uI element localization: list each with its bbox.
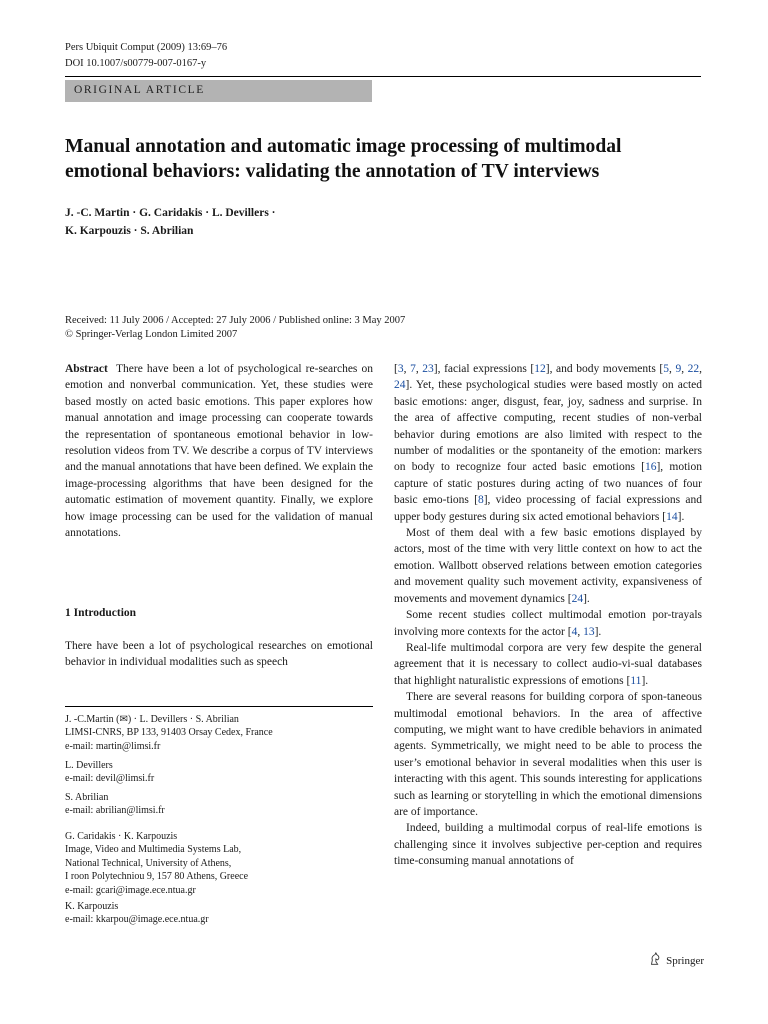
article-type: ORIGINAL ARTICLE bbox=[74, 84, 205, 96]
citation-link[interactable]: 7 bbox=[410, 363, 416, 375]
affiliation-block-2 bbox=[65, 759, 375, 786]
paper-title bbox=[65, 134, 705, 184]
affiliation-authors: G. Caridakis · K. Karpouzis bbox=[65, 831, 178, 842]
springer-horse-icon bbox=[648, 952, 662, 969]
citation-link[interactable]: 11 bbox=[630, 674, 642, 687]
citation-link[interactable]: 24 bbox=[571, 592, 584, 605]
text-run: , bbox=[681, 363, 688, 375]
affiliation-email[interactable]: e-mail: kkarpou@image.ece.ntua.gr bbox=[65, 914, 209, 926]
text-run: , bbox=[699, 363, 703, 375]
affiliation-block-1 bbox=[65, 713, 375, 753]
affiliation-email[interactable]: e-mail: devil@limsi.fr bbox=[65, 773, 155, 785]
affiliation-authors: L. Devillers bbox=[65, 760, 113, 771]
affiliation-block-3 bbox=[65, 791, 375, 818]
text-run: ]. bbox=[677, 510, 685, 523]
affiliation-address: LIMSI-CNRS, BP 133, 91403 Orsay Cedex, France bbox=[65, 727, 273, 739]
text-run: ]. bbox=[583, 592, 590, 605]
doi: DOI 10.1007/s00779-007-0167-y bbox=[65, 58, 207, 69]
abstract-text: There have been a lot of psychological re-searches on emotion and nonverbal communication. Yet, these studies were based mostly on acted basic emotions. This paper explores how manual annotation and image processing can cooperate towards the representation of spontaneous emotional behavior in low-resolution videos from TV. We describe a corpus of TV interviews and the manual annotations that have been defined. We explain the image-processing algorithms that have been designed for the automatic estimation of movement quantity. Finally, we explore how image processing can be used for the validation of manual annotations. bbox=[65, 363, 374, 540]
citation-link[interactable]: 4 bbox=[571, 625, 578, 638]
citation-link[interactable]: 24 bbox=[394, 379, 406, 392]
text-run: [ bbox=[394, 363, 398, 375]
affiliation-email[interactable]: e-mail: martin@limsi.fr bbox=[65, 740, 161, 752]
text-run: Some recent studies collect multimodal emotion por-trayals involving more contexts for the actor [ bbox=[394, 609, 702, 638]
text-run: ], facial expressions [ bbox=[433, 363, 535, 375]
paragraph-4 bbox=[394, 640, 702, 689]
affiliation-authors: K. Karpouzis bbox=[65, 901, 119, 912]
author-list bbox=[65, 204, 276, 240]
affiliation-email[interactable]: e-mail: abrilian@limsi.fr bbox=[65, 805, 165, 817]
footnote-rule bbox=[65, 706, 373, 707]
citation-link[interactable]: 9 bbox=[675, 363, 682, 375]
title-line-2: emotional behaviors: validating the annotation of TV interviews bbox=[65, 161, 600, 182]
affiliation-authors: S. Abrilian bbox=[65, 792, 109, 803]
text-run: ], motion capture of static postures during acting of two nuances of four basic emo-tions [ bbox=[394, 461, 702, 507]
citation-link[interactable]: 8 bbox=[477, 494, 484, 507]
received-dates: Received: 11 July 2006 / Accepted: 27 July 2006 / Published online: 3 May 2007 bbox=[65, 315, 406, 326]
text-run: ], video processing of facial expressions and upper body gestures during six acted emotional behaviors [ bbox=[394, 494, 702, 523]
paragraph-5: There are several reasons for building corpora of spon-taneous multimodal emotional behaviors. In the area of affective computing, we might want to have credible behaviors in animated agents. Symmetrically, we might need to be able to process the user’s emotional behavior in several modalities when this user is interacting with this agent. This sounds interesting for applications such as learning or storytelling in which the emotional dimensions are of importance. bbox=[394, 691, 702, 818]
affiliation-lab: Image, Video and Multimedia Systems Lab, bbox=[65, 844, 242, 856]
abstract-label: Abstract bbox=[65, 363, 108, 375]
intro-paragraph: There have been a lot of psychological researches on emotional behavior in individual modalities such as speech bbox=[65, 640, 373, 669]
text-run: ]. bbox=[641, 674, 649, 687]
journal-header bbox=[65, 40, 227, 72]
citation-link[interactable]: 12 bbox=[534, 363, 546, 375]
copyright: © Springer-Verlag London Limited 2007 bbox=[65, 329, 238, 340]
article-type-band bbox=[65, 80, 372, 102]
publication-dates bbox=[65, 314, 405, 342]
citation-link[interactable]: 14 bbox=[666, 510, 678, 523]
text-run: , bbox=[577, 625, 584, 638]
authors-line-2: K. Karpouzis · S. Abrilian bbox=[65, 225, 194, 237]
citation-link[interactable]: 5 bbox=[663, 363, 669, 375]
text-run: ]. Yet, these psychological studies were based mostly on acted basic emotions: anger, disgust, fear, joy, sadness and surprise. In the area of affective computing, recent studies of non-verbal behavior during emotions are also limited with respect to the number of modalities or the spontaneity of the emotion: markers on body to recognize four acted basic emotions [ bbox=[394, 379, 702, 474]
citation-link[interactable]: 23 bbox=[422, 363, 434, 375]
publisher-name: Springer bbox=[666, 954, 704, 967]
text-run: , bbox=[668, 363, 676, 375]
affiliation-university: National Technical, University of Athens, bbox=[65, 857, 232, 869]
affiliation-email[interactable]: e-mail: gcari@image.ece.ntua.gr bbox=[65, 884, 196, 896]
paragraph-6: Indeed, building a multimodal corpus of real-life emotions is challenging since it involves subjective per-ception and requires time-consuming manual annotations of bbox=[394, 822, 702, 868]
text-run: , bbox=[415, 363, 423, 375]
header-rule bbox=[65, 76, 701, 77]
affiliation-block-5 bbox=[65, 900, 375, 927]
citation-link[interactable]: 3 bbox=[397, 363, 404, 375]
abstract bbox=[65, 361, 373, 541]
citation-link[interactable]: 13 bbox=[583, 625, 595, 638]
title-line-1: Manual annotation and automatic image processing of multimodal bbox=[65, 136, 622, 157]
text-run: ]. bbox=[594, 625, 602, 638]
affiliation-block-4 bbox=[65, 830, 375, 897]
journal-citation: Pers Ubiquit Comput (2009) 13:69–76 bbox=[65, 42, 228, 53]
publisher-mark bbox=[648, 952, 704, 969]
affiliation-authors: J. -C.Martin (✉) · L. Devillers · S. Abrilian bbox=[65, 714, 239, 725]
section-heading-introduction: 1 Introduction bbox=[65, 607, 137, 619]
citation-link[interactable]: 16 bbox=[644, 461, 657, 474]
paragraph-2 bbox=[394, 525, 702, 607]
text-run: Most of them deal with a few basic emotions displayed by actors, most of the time with very little context on how to act the emotion. Wallbott observed relations between emotion categories and movement quality such movement activity, expansiveness of movements and movement dynamics [ bbox=[394, 527, 702, 605]
citation-link[interactable]: 22 bbox=[687, 363, 700, 375]
text-run: ], and body movements [ bbox=[545, 363, 664, 375]
affiliation-address: I roon Polytechniou 9, 157 80 Athens, Greece bbox=[65, 871, 249, 883]
text-run: Real-life multimodal corpora are very few despite the general agreement that it is necessary to collect audio-vi-sual databases that highlight naturalistic expressions of emotions [ bbox=[394, 641, 702, 687]
paragraph-3 bbox=[394, 607, 702, 640]
right-column bbox=[394, 361, 702, 870]
paragraph-1 bbox=[394, 361, 702, 525]
text-run: , bbox=[403, 363, 411, 375]
authors-line-1: J. -C. Martin · G. Caridakis · L. Devillers · bbox=[65, 207, 276, 219]
